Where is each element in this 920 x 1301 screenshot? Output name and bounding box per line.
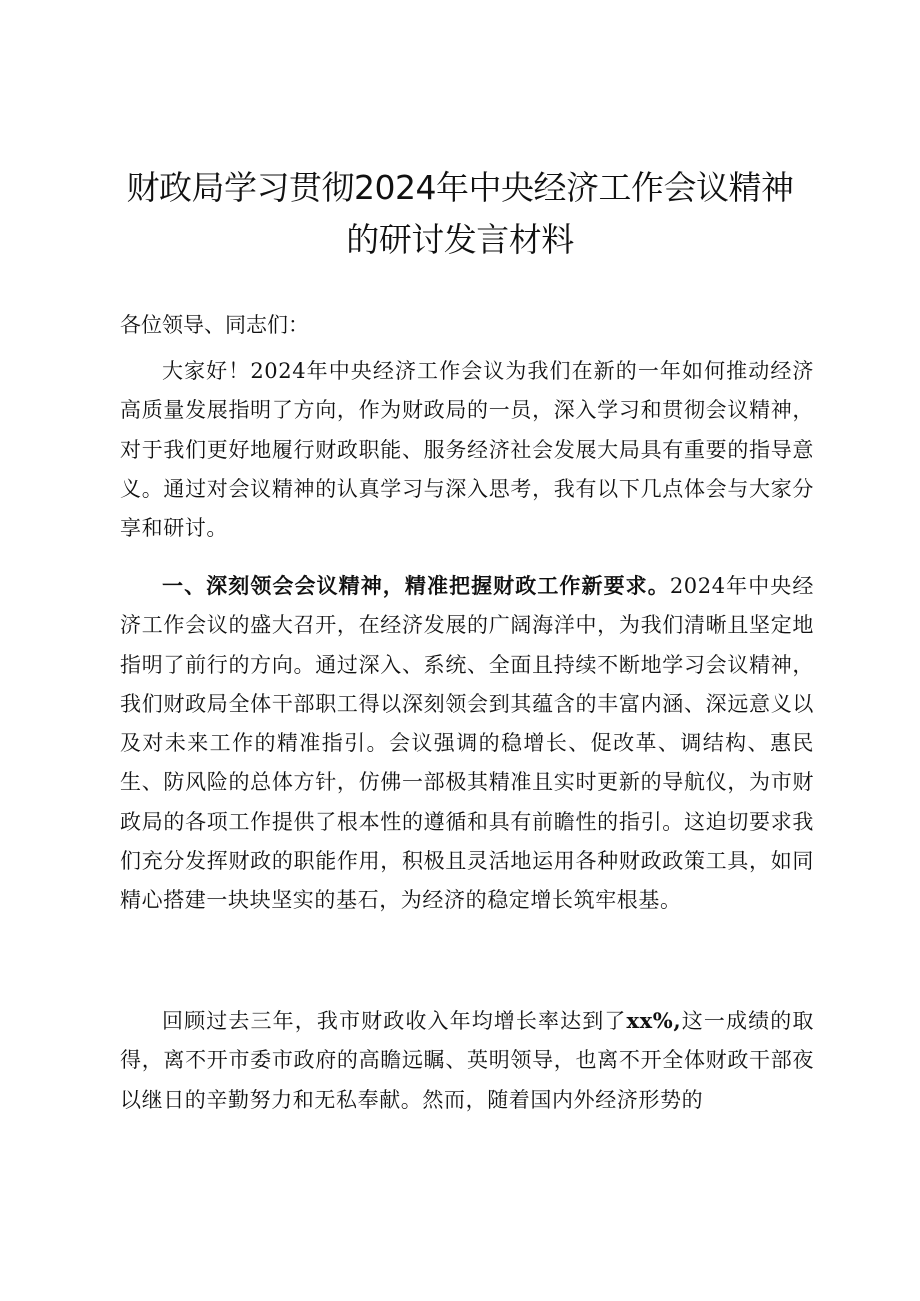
paragraph-2-text: 2024年中央经济工作会议的盛大召开，在经济发展的广阔海洋中，为我们清晰且坚定地指明了前行的方向。通过深入、系统、全面且持续不断地学习会议精神，我们财政局全体干部职工得以深刻领会到其蕴含的丰富内涵、深远意义以及对未来工作的精准指引。会议强调的稳增长、促改革、调结构、惠民生、防风险的总体方针，仿佛一部极其精准且实时更新的导航仪，为市财政局的各项工作提供了根本性的遵循和具有前瞻性的指引。这迫切要求我们充分发挥财政的职能作用，积极且灵活地运用各种财政政策工具，如同精心搭建一块块坚实的基石，为经济的稳定增长筑牢根基。 (120, 574, 814, 913)
growth-rate-placeholder: xx%, (626, 1008, 682, 1033)
paragraph-1 (120, 352, 814, 548)
paragraph-2 (120, 566, 814, 921)
paragraph-3-text-before: 回顾过去三年，我市财政收入年均增长率达到了 (162, 1009, 627, 1033)
paragraph-2-heading: 一、深刻领会会议精神，精准把握财政工作新要求。 (162, 573, 670, 598)
salutation: 各位领导、同志们： (120, 313, 309, 337)
document-title: 财政局学习贯彻2024年中央经济工作会议精神的研讨发言材料 (126, 168, 794, 259)
paragraph-3-text-after: 这一成绩的取得，离不开市委市政府的高瞻远瞩、英明领导，也离不开全体财政干部夜以继日的辛勤努力和无私奉献。然而，随着国内外经济形势的 (120, 1009, 814, 1112)
paragraph-3 (120, 1001, 814, 1120)
paragraph-1-text: 大家好！2024年中央经济工作会议为我们在新的一年如何推动经济高质量发展指明了方向，作为财政局的一员，深入学习和贯彻会议精神，对于我们更好地履行财政职能、服务经济社会发展大局具有重要的指导意义。通过对会议精神的认真学习与深入思考，我有以下几点体会与大家分享和研讨。 (120, 359, 814, 541)
